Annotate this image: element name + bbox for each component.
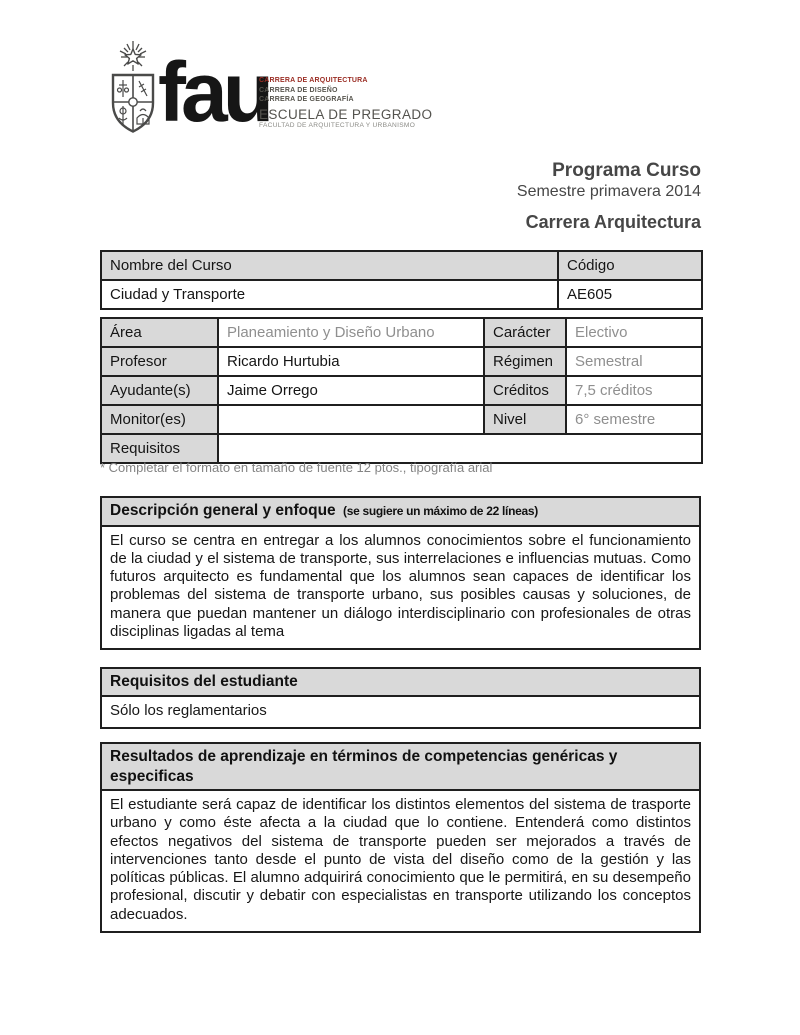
creditos-label: Créditos: [484, 376, 566, 405]
course-code-value: AE605: [558, 280, 702, 309]
section-descripcion-general: [100, 496, 701, 650]
caracter-value: Electivo: [566, 318, 702, 347]
logo-carrera-geografia: CARRERA DE GEOGRAFÍA: [259, 96, 354, 104]
ayudante-label: Ayudante(s): [101, 376, 218, 405]
format-footnote: * Completar el formato en tamaño de fuente 12 ptos., tipografía arial: [100, 460, 493, 475]
career-title: Carrera Arquitectura: [525, 212, 701, 232]
table-row: [101, 434, 702, 463]
profesor-value: Ricardo Hurtubia: [218, 347, 484, 376]
section-resultados-aprendizaje: [100, 742, 701, 933]
page-title: Programa Curso: [552, 160, 701, 181]
area-value: Planeamiento y Diseño Urbano: [218, 318, 484, 347]
nivel-value: 6° semestre: [566, 405, 702, 434]
section-header: [102, 669, 699, 697]
section-title: Descripción general y enfoque: [110, 502, 336, 519]
course-name-header: Nombre del Curso: [101, 251, 558, 280]
logo-carrera-diseno: CARRERA DE DISEÑO: [259, 86, 338, 94]
section-title: Requisitos del estudiante: [110, 673, 298, 690]
section-header: [102, 744, 699, 791]
table-row: [101, 376, 702, 405]
course-name-value: Ciudad y Transporte: [101, 280, 558, 309]
profesor-label: Profesor: [101, 347, 218, 376]
logo-school-name: ESCUELA DE PREGRADO: [259, 106, 433, 122]
requisitos-value: [218, 434, 702, 463]
section-body-text: El curso se centra en entregar a los alumnos conocimientos sobre el funcionamiento de la ciudad y el sistema de transporte, sus interrelaciones e influencias mutuas. Como futuros arquitecto es fundamental que los alumnos sean capaces de identificar los problemas del sistema de transporte urbano, sus posibles causas y soluciones, de manera que puedan mantener un diálogo interdisciplinario con profesionales de otras disciplinas ligadas al tema: [110, 531, 691, 640]
section-title: Resultados de aprendizaje en términos de competencias genéricas y especificas: [110, 748, 618, 785]
course-table-header-row: [101, 251, 702, 280]
table-row: [101, 405, 702, 434]
section-body-text: El estudiante será capaz de identificar los distintos elementos del sistema de trasporte urbano y como éste afecta a la ciudad que lo contiene. Entenderá como distintos efectos negativos del sistema de transporte pueden ser mejorados a través de intervenciones tanto desde el punto de vista del diseño como de la gestión y las políticas públicas. El alumno adquirirá conocimiento que le permitirá, en su desempeño profesional, discutir y debatir con especialistas en transporte utilizando los conceptos adecuados.: [110, 796, 691, 923]
table-row: [101, 347, 702, 376]
area-label: Área: [101, 318, 218, 347]
logo-faculty-name: FACULTAD DE ARQUITECTURA Y URBANISMO: [259, 121, 416, 129]
caracter-label: Carácter: [484, 318, 566, 347]
ayudante-value: Jaime Orrego: [218, 376, 484, 405]
monitor-value: [218, 405, 484, 434]
nivel-label: Nivel: [484, 405, 566, 434]
document-title-block: [517, 160, 701, 233]
semester-subtitle: Semestre primavera 2014: [516, 183, 701, 200]
course-name-table: [100, 250, 703, 310]
logo-carrera-arquitectura: CARRERA DE ARQUITECTURA: [259, 77, 368, 84]
section-title-suffix: (se sugiere un máximo de 22 líneas): [343, 504, 538, 518]
course-table-value-row: [101, 280, 702, 309]
section-requisitos-estudiante: [100, 667, 701, 729]
section-body-text: Sólo los reglamentarios: [110, 701, 267, 719]
university-crest-icon: [104, 40, 162, 138]
section-header: [102, 498, 699, 527]
creditos-value: 7,5 créditos: [566, 376, 702, 405]
fau-wordmark: fau: [158, 45, 269, 139]
monitor-label: Monitor(es): [101, 405, 218, 434]
table-row: [101, 318, 702, 347]
requisitos-label: Requisitos: [101, 434, 218, 463]
regimen-label: Régimen: [484, 347, 566, 376]
logo-text-block: [259, 76, 433, 129]
course-code-header: Código: [558, 251, 702, 280]
regimen-value: Semestral: [566, 347, 702, 376]
course-details-table: [100, 317, 703, 464]
